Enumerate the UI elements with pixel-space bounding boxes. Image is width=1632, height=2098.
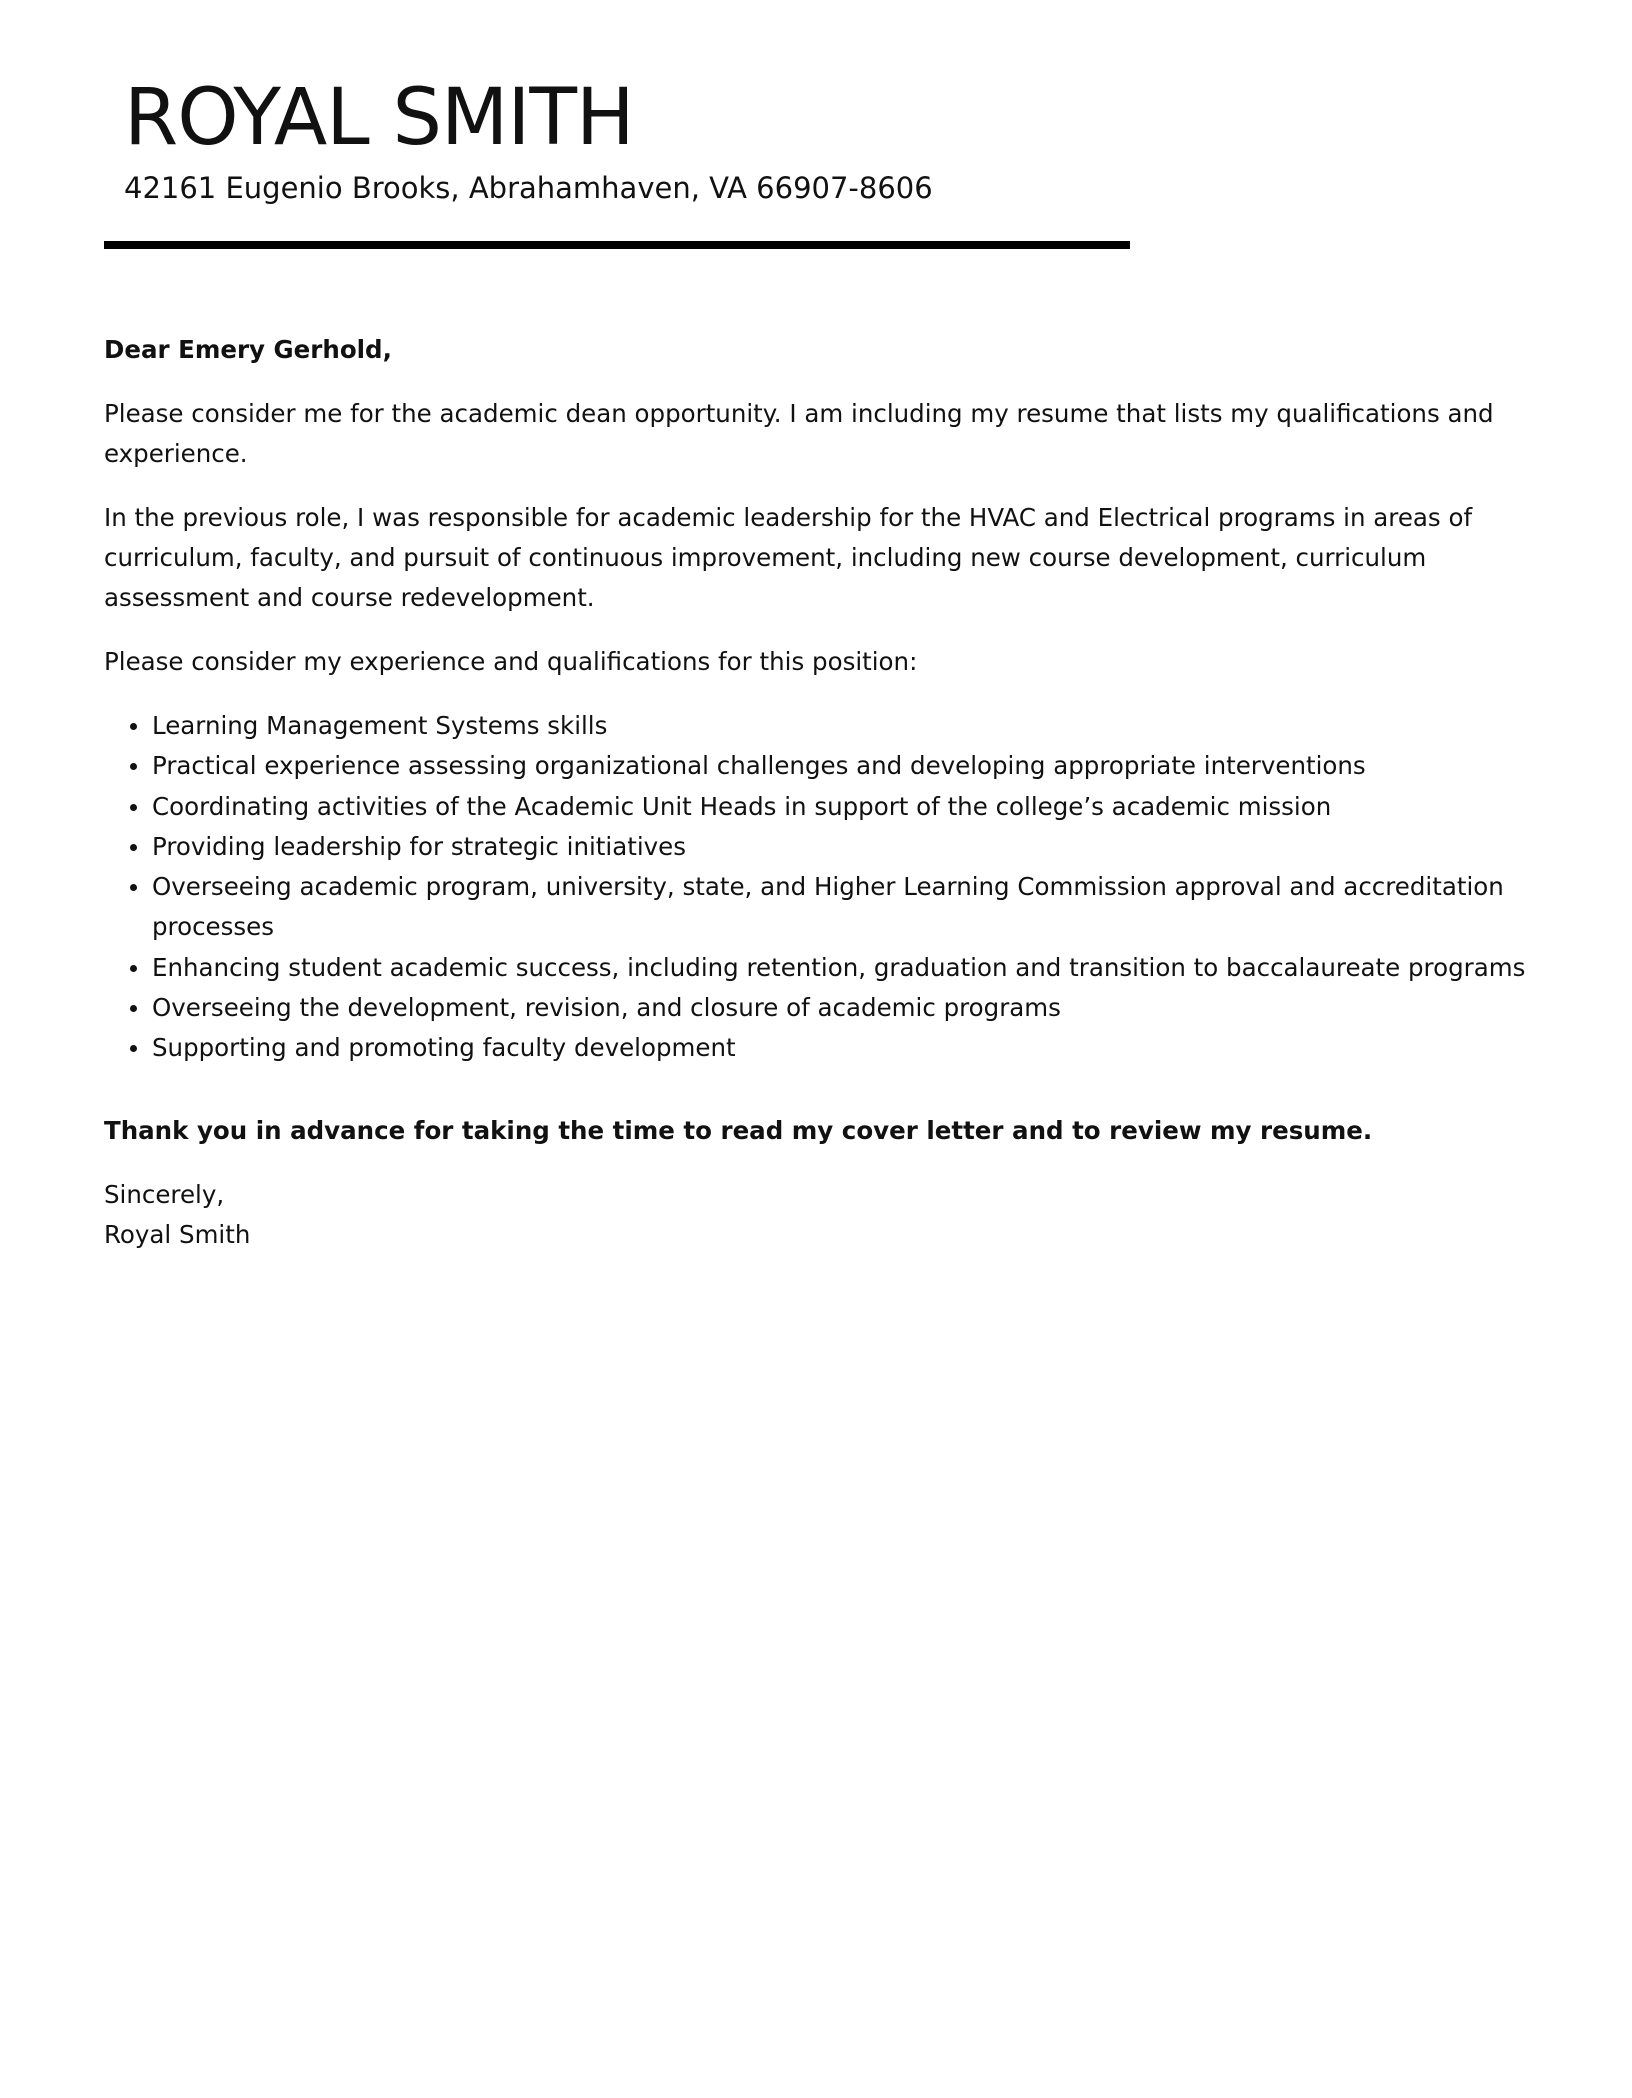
bullet-icon xyxy=(130,884,137,891)
list-item xyxy=(152,988,1544,1028)
list-item xyxy=(152,827,1544,867)
list-item-text: Coordinating activities of the Academic Unit Heads in support of the college’s academic mission xyxy=(152,791,1332,821)
qualifications-list xyxy=(104,706,1544,1069)
list-item-text: Learning Management Systems skills xyxy=(152,711,608,740)
list-item xyxy=(152,867,1544,948)
salutation: Dear Emery Gerhold, xyxy=(104,335,392,364)
list-item-text: Providing leadership for strategic initiatives xyxy=(152,831,686,861)
bullet-icon xyxy=(130,965,137,972)
list-item xyxy=(152,948,1544,988)
letter-body xyxy=(104,330,1544,1255)
bullet-icon xyxy=(130,1045,137,1052)
intro-paragraph: Please consider me for the academic dean opportunity. I am including my resume that lists my qualifications and experience. xyxy=(104,399,1494,468)
header-divider xyxy=(104,241,1130,249)
bullet-icon xyxy=(130,763,137,770)
bullet-icon xyxy=(130,1005,137,1012)
letter-header xyxy=(104,72,1129,206)
list-item-text: Supporting and promoting faculty development xyxy=(152,1033,736,1063)
list-item-text: Overseeing the development, revision, and closure of academic programs xyxy=(152,993,1061,1023)
list-item xyxy=(152,746,1544,786)
bullet-icon xyxy=(130,844,137,851)
list-item xyxy=(152,1028,1544,1068)
list-item xyxy=(152,706,1544,746)
closing-block xyxy=(104,1175,1544,1255)
experience-paragraph: In the previous role, I was responsible for academic leadership for the HVAC and Electrical programs in areas of curriculum, faculty, and pursuit of continuous improvement, including new course development, curriculum assessment and course redevelopment. xyxy=(104,503,1473,612)
bullet-icon xyxy=(130,723,137,730)
closing-phrase: Sincerely, xyxy=(104,1179,225,1209)
bullet-icon xyxy=(130,804,137,811)
list-item xyxy=(152,787,1544,827)
qualifications-intro: Please consider my experience and qualifications for this position: xyxy=(104,647,918,676)
thank-you-line: Thank you in advance for taking the time to read my cover letter and to review my resume. xyxy=(104,1115,1373,1145)
list-item-text: Enhancing student academic success, including retention, graduation and transition to baccalaureate programs xyxy=(152,952,1526,982)
sender-address: 42161 Eugenio Brooks, Abrahamhaven, VA 66907-8606 xyxy=(124,171,933,205)
list-item-text: Practical experience assessing organizational challenges and developing appropriate interventions xyxy=(152,751,1366,781)
list-item-text: Overseeing academic program, university, state, and Higher Learning Commission approval and accreditation processes xyxy=(152,872,1504,942)
signature-name: Royal Smith xyxy=(104,1219,251,1249)
sender-name: ROYAL SMITH xyxy=(124,73,634,163)
